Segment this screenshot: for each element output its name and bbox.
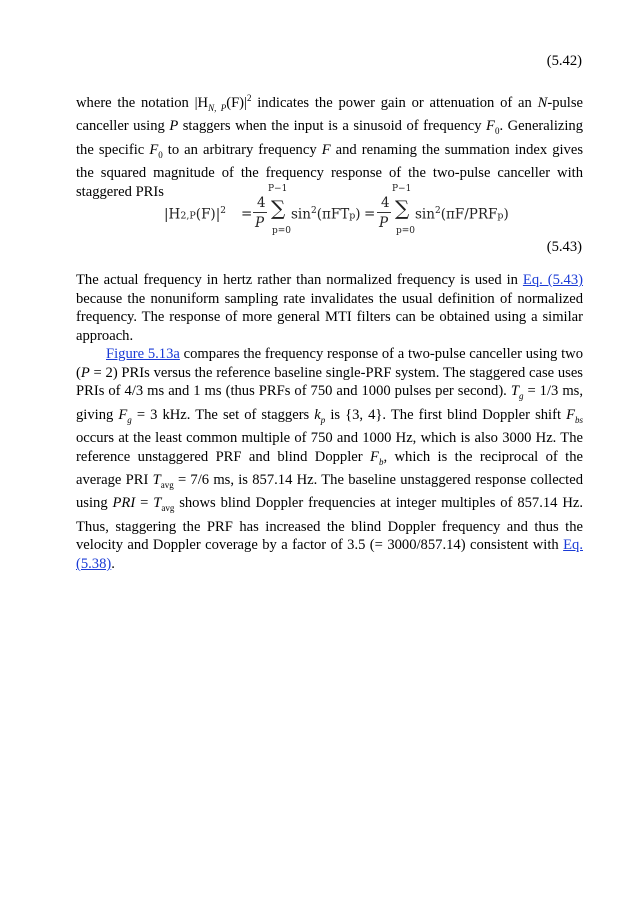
eq-term1: $\sin^2(\pi FTp)$ [291, 206, 361, 223]
eq-sub: 2,P [180, 210, 196, 222]
subscript: p [320, 414, 326, 425]
text: = 2) PRIs versus the reference baseline single-PRF system. The staggered case uses PRIs of 4/3 ms and 1 ms (thus PRFs of 750 and 1000 pulses per second). [76, 364, 583, 400]
italic-var: F [370, 448, 379, 465]
text: = 7/6 ms, is 857.14 Hz. The baseline unstaggered response collected using [76, 472, 583, 512]
text: shows blind Doppler frequencies at integer multiples of 857.14 Hz. Thus, staggering the PRF has increased the blind Doppler frequency and thus the velocity and Doppler coverage by a factor of 3.5 (= 3000/857.14) consistent with [76, 495, 583, 554]
eq-equals: = [241, 206, 253, 222]
eq-text: (πFT [316, 206, 350, 223]
italic-var: T [510, 383, 519, 400]
text: -pulse canceller using [76, 94, 583, 135]
text: , which is the reciprocal of the average PRI [76, 448, 583, 488]
subscript: g [518, 391, 524, 401]
eq-5-43-link[interactable]: Eq. (5.43) [522, 272, 583, 288]
equation-number-5-43: (5.43) [546, 239, 582, 255]
eq-text: ) [503, 206, 509, 223]
italic-var: F [321, 141, 331, 158]
paragraph-actual-frequency [76, 271, 583, 345]
italic-var: PRI [112, 495, 136, 512]
eq-equals-2: = [364, 206, 376, 222]
paragraph-figure-comparison [76, 345, 583, 574]
equation-number-5-42: (5.42) [546, 53, 582, 69]
eq-lhs [164, 206, 226, 223]
eq-text: ) [355, 206, 361, 223]
italic-var: P [80, 364, 90, 381]
eq-5-38-link[interactable]: Eq. (5.38) [76, 537, 583, 572]
text: indicates the power gain or attenuation of an [251, 94, 538, 111]
subscript: bs [575, 414, 584, 425]
subscript: 0 [494, 126, 500, 137]
text: = [135, 495, 154, 512]
eq-text: |H [164, 206, 181, 223]
italic-var: F [118, 406, 128, 423]
eq-frac-num: 4 [257, 195, 266, 211]
eq-text: sin [291, 206, 311, 223]
eq-text: (F)| [195, 206, 221, 223]
eq-text: sin [415, 206, 435, 223]
text: occurs at the least common multiple of 750 and 1000 Hz, which is also 3000 Hz. The reference unstaggered PRF and blind Doppler [76, 430, 583, 465]
text: where the notation |H [76, 94, 209, 111]
eq-term2: $\sin^2(\pi F/PRFp)$ [415, 206, 509, 223]
subscript: b [378, 456, 384, 467]
text: . Generalizing the specific [76, 118, 583, 158]
eq-frac-den: P [255, 215, 265, 231]
italic-var: F [486, 118, 495, 135]
text: and renaming the summation index gives the squared magnitude of the frequency response of the two-pulse canceller with staggered PRIs [76, 141, 583, 200]
text: . [111, 556, 115, 572]
text: (F)| [226, 94, 247, 111]
text: = 3 kHz. The set of staggers [131, 406, 315, 423]
subscript: g [127, 414, 132, 425]
subscript: avg [160, 479, 174, 490]
italic-var: N [537, 94, 548, 111]
paragraph-notation [76, 89, 583, 201]
text: to an arbitrary frequency [162, 141, 322, 158]
subscript: avg [161, 503, 175, 514]
equation-5-43: $|H2,P(F)|^2$ = 4 P P−1 ∑ p=0 $\sin^2(\pi FTp)$ = 4 P P−1 ∑ p=0 $\sin^2(\pi F/PRFp)$ [164, 184, 509, 236]
eq-sum-top: P−1 [268, 184, 288, 194]
subscript: N, P [208, 102, 227, 113]
text: staggers when the input is a sinusoid of frequency [178, 118, 487, 135]
eq-sub: p [349, 210, 356, 222]
italic-var: F [566, 406, 575, 423]
eq-sub: p [497, 210, 504, 222]
figure-5-13a-link[interactable]: Figure 5.13a [106, 346, 180, 362]
text: is {3, 4}. The first blind Doppler shift [325, 406, 567, 423]
text: because the nonuniform sampling rate invalidates the usual definition of normalized frequency. The response of more general MTI filters can be obtained using a similar approach. [76, 290, 583, 344]
subscript: 0 [158, 149, 163, 160]
superscript: 2 [246, 93, 252, 103]
italic-var: F [149, 141, 159, 158]
eq-sup: 2 [220, 206, 226, 216]
text: The actual frequency in hertz rather than normalized frequency is used in [76, 272, 523, 288]
text: compares the frequency response of a two-pulse canceller using two ( [76, 346, 583, 381]
eq-text: (πF/PRF [440, 206, 498, 223]
italic-var: k [314, 406, 321, 423]
eq-sum-bot: p=0 [272, 226, 292, 236]
italic-var: T [153, 495, 162, 512]
italic-var: P [169, 118, 179, 135]
text: = 1/3 ms, giving [76, 383, 583, 423]
italic-var: T [152, 472, 161, 488]
